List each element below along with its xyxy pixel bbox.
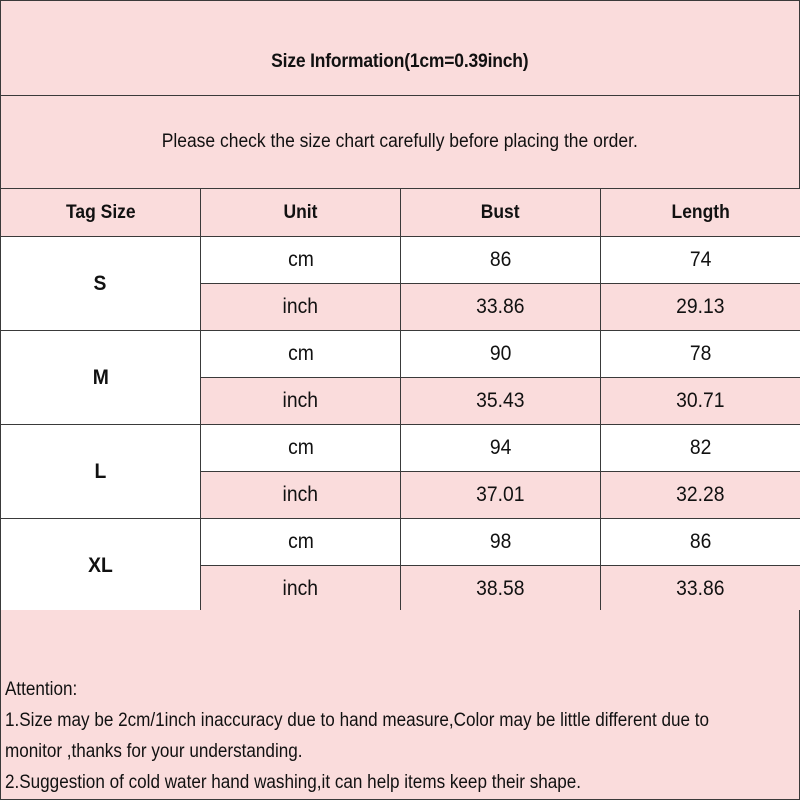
bust-cell: 33.86 xyxy=(401,284,601,331)
length-cell: 30.71 xyxy=(601,378,800,425)
note-banner xyxy=(0,95,800,188)
unit-cell: inch xyxy=(201,378,401,425)
tag-size-cell: M xyxy=(1,331,201,425)
chart-title: Size Information(1cm=0.39inch) xyxy=(271,51,529,72)
bust-cell: 35.43 xyxy=(401,378,601,425)
length-cell: 86 xyxy=(601,519,800,566)
length-cell: 29.13 xyxy=(601,284,800,331)
table-row xyxy=(1,425,800,472)
bust-cell: 37.01 xyxy=(401,472,601,519)
unit-cell: cm xyxy=(201,425,401,472)
attention-line-1: 1.Size may be 2cm/1inch inaccuracy due to hand measure,Color may be little different due to xyxy=(5,710,710,731)
table-row xyxy=(1,331,800,378)
attention-notes xyxy=(0,610,800,800)
unit-cell: inch xyxy=(201,472,401,519)
tag-size-cell: XL xyxy=(1,519,201,613)
length-cell: 82 xyxy=(601,425,800,472)
unit-cell: inch xyxy=(201,566,401,613)
size-table xyxy=(0,188,800,613)
tag-size-cell: S xyxy=(1,237,201,331)
length-cell: 32.28 xyxy=(601,472,800,519)
bust-cell: 38.58 xyxy=(401,566,601,613)
bust-cell: 90 xyxy=(401,331,601,378)
attention-line-2: monitor ,thanks for your understanding. xyxy=(5,741,303,762)
table-header-row xyxy=(1,189,800,237)
table-row xyxy=(1,519,800,566)
bust-cell: 98 xyxy=(401,519,601,566)
table-row xyxy=(1,237,800,284)
unit-cell: cm xyxy=(201,331,401,378)
header-bust: Bust xyxy=(401,189,601,237)
header-unit: Unit xyxy=(201,189,401,237)
length-cell: 78 xyxy=(601,331,800,378)
attention-heading: Attention: xyxy=(5,679,78,700)
header-length: Length xyxy=(601,189,800,237)
length-cell: 74 xyxy=(601,237,800,284)
unit-cell: inch xyxy=(201,284,401,331)
tag-size-cell: L xyxy=(1,425,201,519)
unit-cell: cm xyxy=(201,519,401,566)
header-tag-size: Tag Size xyxy=(1,189,201,237)
unit-cell: cm xyxy=(201,237,401,284)
length-cell: 33.86 xyxy=(601,566,800,613)
bust-cell: 94 xyxy=(401,425,601,472)
attention-line-3: 2.Suggestion of cold water hand washing,it can help items keep their shape. xyxy=(5,772,582,793)
bust-cell: 86 xyxy=(401,237,601,284)
size-note: Please check the size chart carefully before placing the order. xyxy=(161,131,639,152)
title-banner xyxy=(0,0,800,95)
